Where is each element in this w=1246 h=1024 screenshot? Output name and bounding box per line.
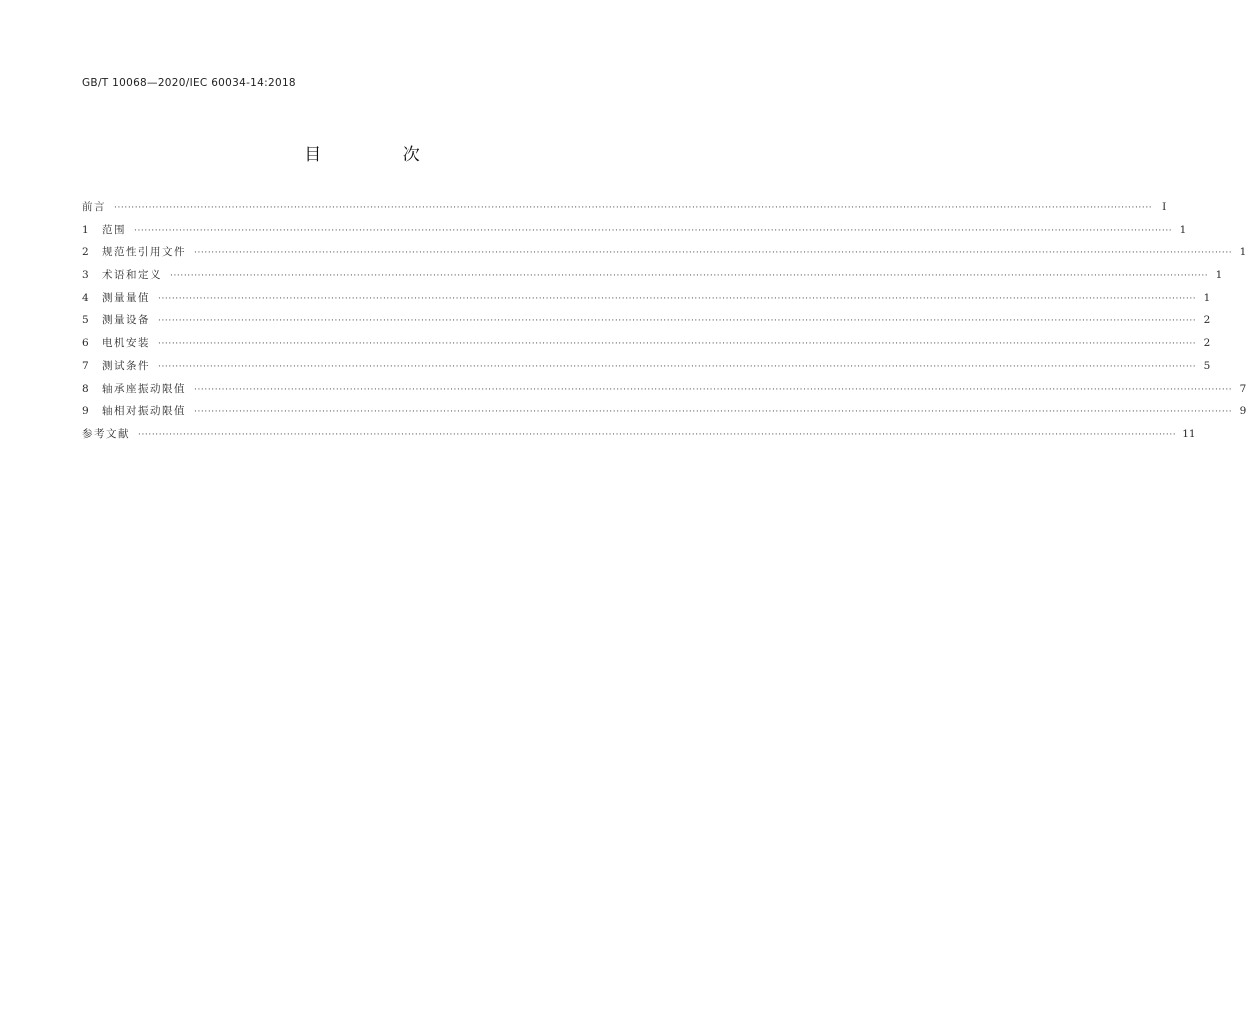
table-of-contents — [82, 199, 1246, 449]
toc-entry-page: 1 — [1203, 291, 1211, 304]
toc-leader: ············································································································································································································································································································ — [194, 248, 1233, 259]
toc-entry-page: 11 — [1182, 427, 1196, 440]
toc-leader: ············································································································································································································································································································ — [138, 429, 1177, 440]
toc-entry-page: 7 — [1239, 382, 1246, 395]
toc-entry-title: 测量量值 — [102, 291, 150, 304]
standard-code: GB/T 10068—2020/IEC 60034-14:2018 — [82, 77, 296, 89]
toc-entry-number: 1 — [82, 223, 89, 236]
toc-entry-title: 轴相对振动限值 — [102, 405, 186, 418]
toc-entry-page: 2 — [1203, 314, 1211, 327]
toc-entry-number: 6 — [82, 337, 89, 350]
toc-entry-title: 测量设备 — [102, 314, 150, 327]
toc-entry-page: 1 — [1179, 223, 1187, 236]
toc-leader: ············································································································································································································································································································ — [194, 407, 1233, 418]
toc-entry-8[interactable] — [82, 381, 1246, 404]
toc-entry-page: 9 — [1239, 405, 1246, 418]
toc-entry-7[interactable] — [82, 358, 1211, 381]
toc-entry-number: 7 — [82, 359, 89, 372]
toc-entry-page: 5 — [1203, 359, 1211, 372]
toc-entry-page: 2 — [1203, 337, 1211, 350]
toc-leader: ············································································································································································································································································································ — [170, 271, 1209, 282]
toc-entry-foreword[interactable] — [82, 199, 1167, 222]
toc-entry-title: 前言 — [82, 201, 106, 213]
page-title: 目 次 — [304, 145, 458, 165]
toc-leader: ············································································································································································································································································································ — [134, 225, 1173, 236]
toc-entry-title: 范围 — [102, 223, 126, 236]
toc-entry-2[interactable] — [82, 244, 1246, 267]
toc-entry-number: 3 — [82, 269, 89, 282]
toc-entry-title: 轴承座振动限值 — [102, 382, 186, 395]
toc-entry-5[interactable] — [82, 312, 1211, 335]
toc-entry-number: 9 — [82, 405, 89, 418]
toc-entry-4[interactable] — [82, 290, 1211, 313]
toc-entry-number: 5 — [82, 314, 89, 327]
toc-entry-page: 1 — [1215, 269, 1223, 282]
toc-entry-title: 规范性引用文件 — [102, 246, 186, 259]
toc-entry-1[interactable] — [82, 222, 1187, 245]
toc-leader: ············································································································································································································································································································ — [158, 339, 1197, 350]
toc-entry-number: 2 — [82, 246, 89, 259]
toc-leader: ············································································································································································································································································································ — [114, 203, 1153, 213]
toc-entry-6[interactable] — [82, 335, 1211, 358]
toc-entry-number: 4 — [82, 291, 89, 304]
toc-entry-3[interactable] — [82, 267, 1223, 290]
toc-entry-title: 参考文献 — [82, 427, 130, 440]
toc-entry-9[interactable] — [82, 403, 1246, 426]
toc-leader: ············································································································································································································································································································ — [158, 361, 1197, 372]
toc-entry-page: Ⅰ — [1162, 201, 1167, 213]
toc-entry-title: 术语和定义 — [102, 269, 162, 282]
toc-leader: ············································································································································································································································································································ — [158, 316, 1197, 327]
toc-leader: ············································································································································································································································································································ — [194, 384, 1233, 395]
toc-leader: ············································································································································································································································································································ — [158, 293, 1197, 304]
toc-entry-title: 测试条件 — [102, 359, 150, 372]
toc-entry-bibliography[interactable] — [82, 426, 1196, 449]
toc-entry-number: 8 — [82, 382, 89, 395]
toc-entry-title: 电机安装 — [102, 337, 150, 350]
toc-entry-page: 1 — [1239, 246, 1246, 259]
